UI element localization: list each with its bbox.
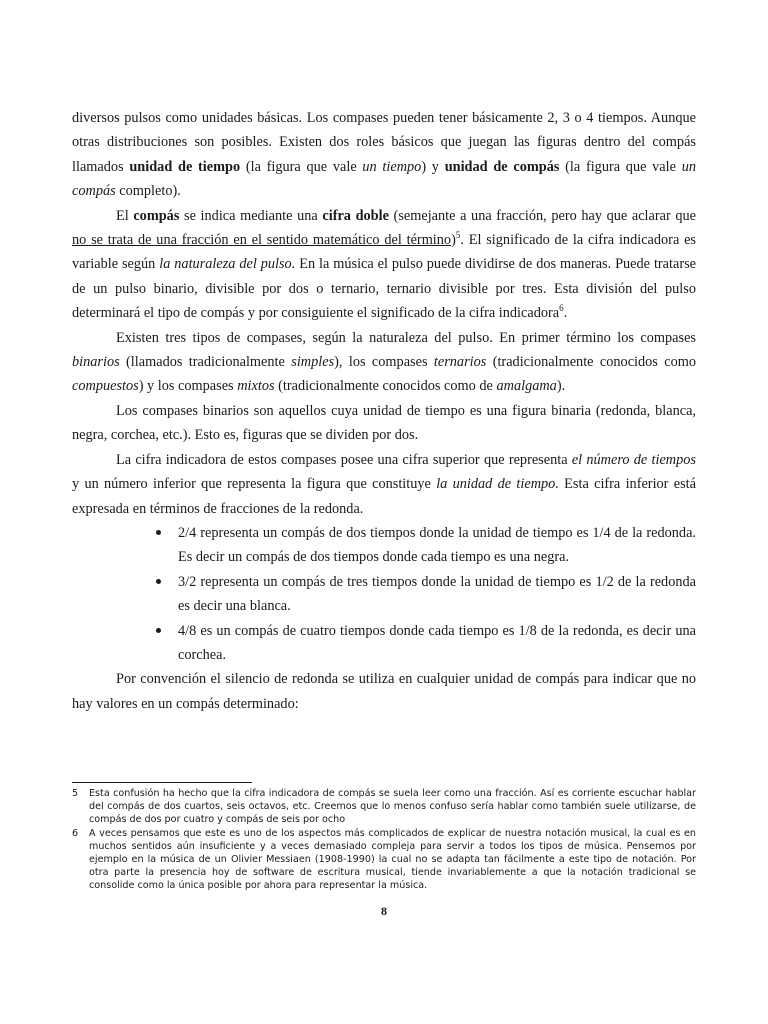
underlined-text: no se trata de una fracción en el sentido matemático del término <box>72 232 452 249</box>
text: ), los compases <box>334 354 434 371</box>
list-item-text: 2/4 representa un compás de dos tiempos donde la unidad de tiempo es 1/4 de la redonda. Es decir un compás de dos tiempos donde cada tiempo es una negra. <box>178 524 696 566</box>
page-body <box>72 106 696 716</box>
paragraph-2 <box>72 204 696 326</box>
term-unidad-de-tiempo: unidad de tiempo <box>129 158 241 175</box>
term-unidad-de-compas: unidad de compás <box>444 158 560 175</box>
list-item <box>178 521 696 570</box>
emphasis: un compás <box>72 158 696 200</box>
text: (tradicionalmente conocidos como <box>486 354 697 371</box>
bullet-icon <box>156 628 161 633</box>
emphasis: amalgama <box>496 378 557 395</box>
text: ). <box>556 378 566 395</box>
text: (la figura que vale <box>240 158 363 175</box>
text: y un número inferior que representa la figura que constituye <box>72 476 437 493</box>
list-item <box>178 619 696 668</box>
paragraph-3 <box>72 326 696 399</box>
emphasis: simples <box>291 354 335 371</box>
page-number: 8 <box>381 904 387 918</box>
footnote-text: A veces pensamos que este es uno de los aspectos más complicados de explicar de nuestra notación musical, la cual es en muchos sentidos aún insuficiente y a veces demasiado compleja para servir a todos los tipos de música. Pensemos por ejemplo en la música de un Olivier Messiaen (1908-1990) la cual no se adapta tan fácilmente a este tipo de notación. Por otra parte la presencia hoy de software de escritura musical, tiende invariablemente a que la notación tradicional se consolide como la única posible por ahora para representar la música. <box>89 827 696 892</box>
text: La cifra indicadora de estos compases posee una cifra superior que representa <box>116 451 572 468</box>
text: En la música el pulso puede dividirse de dos maneras. Puede tratarse de un pulso binario, divisible por dos o ternario, ternario divisible por tres. Esta división del pulso determinará el tipo de compás y por consiguiente el significado de la cifra indicadora <box>72 256 697 322</box>
text: (llamados tradicionalmente <box>119 354 292 371</box>
text: El <box>116 207 134 224</box>
paragraph-1 <box>72 106 696 204</box>
emphasis: la naturaleza del pulso. <box>159 256 296 273</box>
text: completo). <box>115 183 181 200</box>
footnote-number: 5 <box>72 788 79 799</box>
emphasis: un tiempo <box>362 158 422 175</box>
bullet-icon <box>156 579 161 584</box>
text: diversos pulsos como unidades básicas. Los compases pueden tener básicamente 2, 3 o 4 tiempos. Aunque otras distribuciones son posibles. Existen dos roles básicos que juegan las figuras dentro del compás llamados <box>72 110 696 175</box>
emphasis: la unidad de tiempo. <box>436 476 559 493</box>
bullet-list <box>72 521 696 667</box>
footnote-text: Esta confusión ha hecho que la cifra indicadora de compás se suela leer como una fracción. Así es corriente escuchar hablar del compás de dos cuartos, seis octavos, etc. Creemos que lo menos confuso sería hablar como también suele utilizarse, de compás de dos por cuatro y compás de seis por ocho <box>89 788 696 826</box>
paragraph-6: Por convención el silencio de redonda se utiliza en cualquier unidad de compás para indicar que no hay valores en un compás determinado: <box>72 671 696 712</box>
text: (la figura que vale <box>559 158 682 175</box>
text: (semejante a una fracción, pero hay que aclarar que <box>388 207 696 224</box>
text: ) y <box>421 158 445 175</box>
emphasis: compuestos <box>72 378 139 395</box>
footnote-separator <box>72 782 252 783</box>
text: Existen tres tipos de compases, según la naturaleza del pulso. En primer término los compases <box>116 329 696 346</box>
emphasis: binarios <box>72 354 120 371</box>
text: . El significado de la cifra indicadora es variable según <box>72 232 696 273</box>
footnote-ref-5[interactable]: 5 <box>455 230 461 241</box>
text: (tradicionalmente conocidos como de <box>274 378 497 395</box>
emphasis: el número de tiempos <box>571 451 696 468</box>
footnotes <box>72 787 696 893</box>
text: se indica mediante una <box>179 207 323 224</box>
text: Esta cifra inferior está expresada en términos de fracciones de la redonda. <box>72 476 696 517</box>
footnote-ref-6[interactable]: 6 <box>559 303 564 314</box>
list-item <box>178 570 696 619</box>
text: ) y los compases <box>138 378 238 395</box>
emphasis: ternarios <box>433 354 487 371</box>
footnote-number: 6 <box>72 827 79 839</box>
paragraph-4: Los compases binarios son aquellos cuya unidad de tiempo es una figura binaria (redonda, blanca, negra, corchea, etc.). Esto es, figuras que se dividen por dos. <box>72 402 696 444</box>
footnote-5 <box>72 787 696 827</box>
list-item-text: 4/8 es un compás de cuatro tiempos donde cada tiempo es 1/8 de la redonda, es decir una corchea. <box>178 622 696 663</box>
footnote-6 <box>72 827 696 893</box>
bullet-icon <box>156 530 161 535</box>
term-cifra-doble: cifra doble <box>322 207 389 224</box>
list-item-text: 3/2 representa un compás de tres tiempos donde la unidad de tiempo es 1/2 de la redonda es decir una blanca. <box>178 573 696 615</box>
paragraph-5 <box>72 448 696 521</box>
text: . <box>563 305 568 322</box>
term-compas: compás <box>133 207 180 224</box>
text: ) <box>451 232 456 249</box>
emphasis: mixtos <box>237 378 275 395</box>
